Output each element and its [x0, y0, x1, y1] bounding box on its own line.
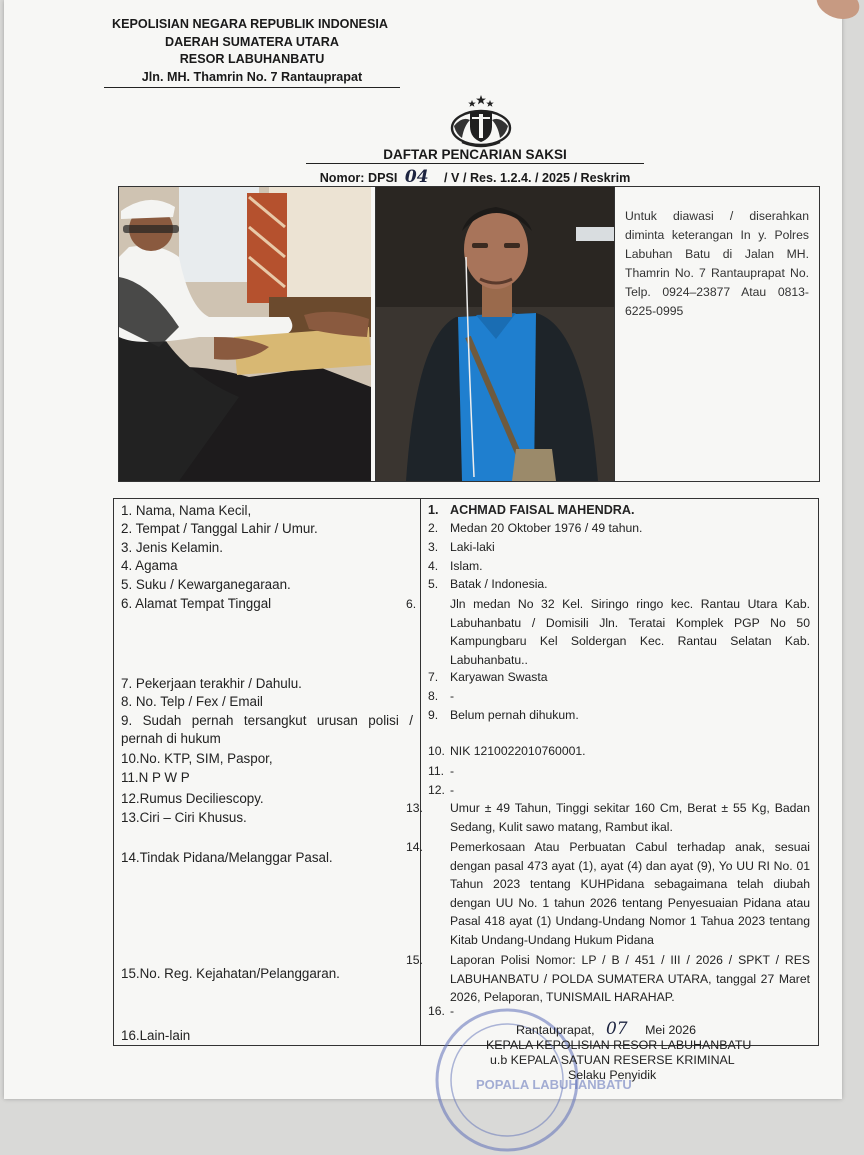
- signature-place: Rantauprapat,: [516, 1023, 595, 1037]
- letterhead-line-1: KEPOLISIAN NEGARA REPUBLIK INDONESIA: [112, 17, 388, 31]
- nomor-suffix: / V / Res. 1.2.4. / 2025 / Reskrim: [444, 171, 631, 185]
- value-ciri: 13. Umur ± 49 Tahun, Tinggi sekitar 160 Cm, Berat ± 55 Kg, Badan Sedang, Kulit sawo matang, Rambut ikal.: [406, 801, 810, 834]
- document-number: [306, 167, 644, 187]
- notice-text: Untuk diawasi / diserahkan diminta keterangan In y. Polres Labuhan Batu di Jalan MH. Thamrin No. 7 Rantauprapat No. Telp. 0924–23877 Atau 0813-6225-0995: [625, 209, 809, 318]
- label-npwp: 11.N P W P: [121, 770, 190, 785]
- signature-block: [440, 1019, 820, 1083]
- label-ktp: 10.No. KTP, SIM, Paspor,: [121, 751, 273, 766]
- value-telp: 8. -: [428, 689, 455, 703]
- label-ciri: 13.Ciri – Ciri Khusus.: [121, 810, 247, 825]
- letterhead: [104, 16, 400, 88]
- label-suku: 5. Suku / Kewarganegaraan.: [121, 577, 291, 592]
- label-nama: 1. Nama, Nama Kecil,: [121, 503, 252, 518]
- value-pekerjaan: 7. Karyawan Swasta: [428, 670, 548, 684]
- value-agama: 4. Islam.: [428, 559, 483, 573]
- label-lain-lain: 16.Lain-lain: [121, 1028, 191, 1043]
- value-tindak-pidana: 14. Pemerkosaan Atau Perbuatan Cabul terhadap anak, sesuai dengan pasal 473 ayat (1), ayat (4) dan ayat (9), Yo UU RI No. 01 Tahun 2023 tentang KUHPidana sebagaimana telah diubah dengan UU No. 1 tahun 2026 tentang Penyesuaian Pidana atau Pasal 418 ayat (1) Undang-Undang Nomor 1 Tahua 2023 tentang Kitab Undang-Undang Hukum Pidana: [406, 840, 810, 947]
- value-rumus: 12. -: [428, 783, 455, 797]
- witness-data-table: [113, 498, 819, 1046]
- witness-photo-portrait: [375, 187, 615, 481]
- signature-line-1: KEPALA KEPOLISIAN RESOR LABUHANBATU: [486, 1038, 752, 1052]
- photo-panel: [118, 186, 820, 482]
- value-riwayat-hukum: 9. Belum pernah dihukum.: [428, 708, 579, 722]
- letterhead-line-3: RESOR LABUHANBATU: [179, 52, 325, 66]
- label-no-reg: 15.No. Reg. Kejahatan/Pelanggaran.: [121, 966, 340, 981]
- signature-date: [440, 1019, 820, 1039]
- label-riwayat-hukum: 9. Sudah pernah tersangkut urusan polisi / pernah di hukum: [121, 713, 413, 746]
- label-ttl: 2. Tempat / Tanggal Lahir / Umur.: [121, 521, 318, 536]
- nomor-handwritten-number: 04: [404, 167, 429, 187]
- letterhead-address: Jln. MH. Thamrin No. 7 Rantauprapat: [104, 69, 400, 89]
- value-ktp: 10. NIK 1210022010760001.: [428, 744, 586, 758]
- label-rumus: 12.Rumus Deciliescopy.: [121, 791, 264, 806]
- signature-month-year: Mei 2026: [645, 1023, 697, 1037]
- document-title: DAFTAR PENCARIAN SAKSI: [306, 147, 644, 164]
- label-tindak-pidana: 14.Tindak Pidana/Melanggar Pasal.: [121, 850, 333, 865]
- value-lain-lain: 16. -: [428, 1004, 455, 1018]
- value-alamat: 6. Jln medan No 32 Kel. Siringo ringo kec. Rantau Utara Kab. Labuhanbatu / Domisili Jln. Teratai Komplek PGP No 50 Kampungbaru Kel Soldergan Kec. Rantau Selatan Kab. Labuhanbatu..: [406, 597, 810, 667]
- value-nama: 1. ACHMAD FAISAL MAHENDRA.: [428, 503, 635, 517]
- label-telp: 8. No. Telp / Fex / Email: [121, 694, 263, 709]
- police-emblem-icon: [448, 94, 514, 148]
- nomor-prefix: Nomor: DPSI: [319, 171, 398, 185]
- signature-line-2: u.b KEPALA SATUAN RESERSE KRIMINAL: [490, 1053, 735, 1067]
- stamp-text: POPALA LABUHANBATU: [476, 1077, 632, 1092]
- label-pekerjaan: 7. Pekerjaan terakhir / Dahulu.: [121, 676, 302, 691]
- witness-photo-reading: [119, 187, 371, 481]
- value-no-reg: 15. Laporan Polisi Nomor: LP / B / 451 / III / 2026 / SPKT / RES LABUHANBATU / POLDA SUMATERA UTARA, tanggal 27 Maret 2026, Pelaporan, TUNISMAIL HARAHAP.: [406, 953, 810, 1004]
- label-jenis-kelamin: 3. Jenis Kelamin.: [121, 540, 223, 555]
- label-alamat: 6. Alamat Tempat Tinggal: [121, 596, 272, 611]
- signature-line-3: Selaku Penyidik: [568, 1068, 657, 1082]
- value-jenis-kelamin: 3. Laki-laki: [428, 540, 495, 554]
- value-npwp: 11. -: [428, 764, 455, 778]
- value-suku: 5. Batak / Indonesia.: [428, 577, 548, 591]
- signature-day: 07: [605, 1019, 628, 1039]
- document-page: [4, 0, 842, 1099]
- value-ttl: 2. Medan 20 Oktober 1976 / 49 tahun.: [428, 521, 643, 535]
- letterhead-line-2: DAERAH SUMATERA UTARA: [165, 34, 339, 49]
- label-agama: 4. Agama: [121, 558, 178, 573]
